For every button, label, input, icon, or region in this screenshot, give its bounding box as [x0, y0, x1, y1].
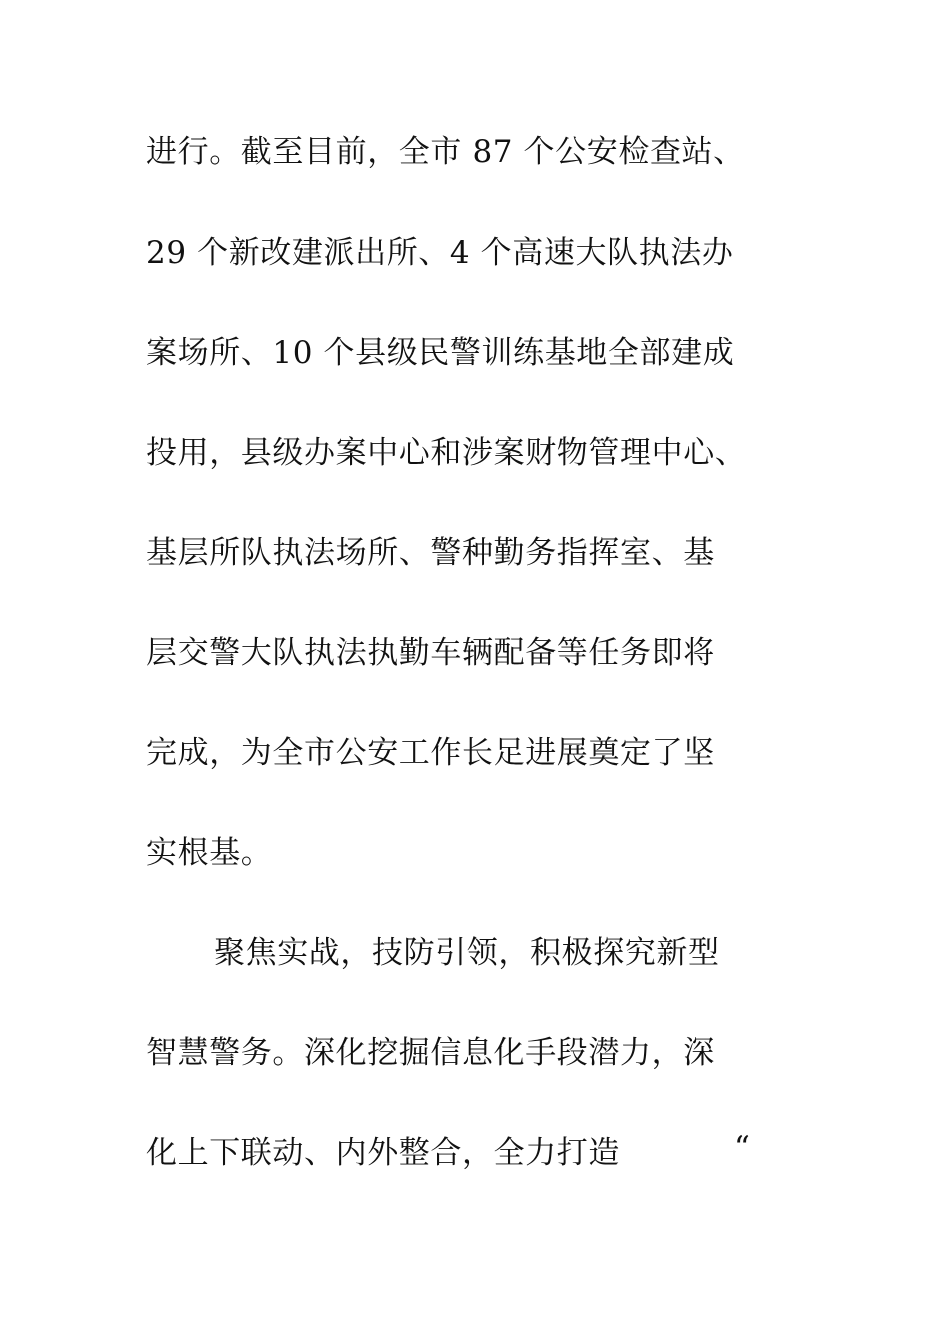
paragraph-line: 29 个新改建派出所、4 个高速大队执法办 — [146, 235, 734, 271]
paragraph-line: 基层所队执法场所、警种勤务指挥室、基 — [146, 535, 715, 571]
paragraph-line: 案场所、10 个县级民警训练基地全部建成 — [146, 335, 735, 371]
paragraph-line: 进行。截至目前，全市 87 个公安检查站、 — [146, 134, 745, 170]
opening-quote-mark: “ — [734, 1130, 750, 1166]
paragraph-line: 完成，为全市公安工作长足进展奠定了坚 — [146, 735, 715, 771]
paragraph-line: 层交警大队执法执勤车辆配备等任务即将 — [146, 635, 715, 671]
paragraph-line: 智慧警务。深化挖掘信息化手段潜力，深 — [146, 1035, 715, 1071]
paragraph-first-line: 聚焦实战，技防引领，积极探究新型 — [214, 935, 720, 971]
paragraph-line: 实根基。 — [146, 835, 273, 871]
paragraph-line: 投用，县级办案中心和涉案财物管理中心、 — [146, 435, 747, 471]
paragraph-line: 化上下联动、内外整合，全力打造 — [146, 1135, 620, 1171]
